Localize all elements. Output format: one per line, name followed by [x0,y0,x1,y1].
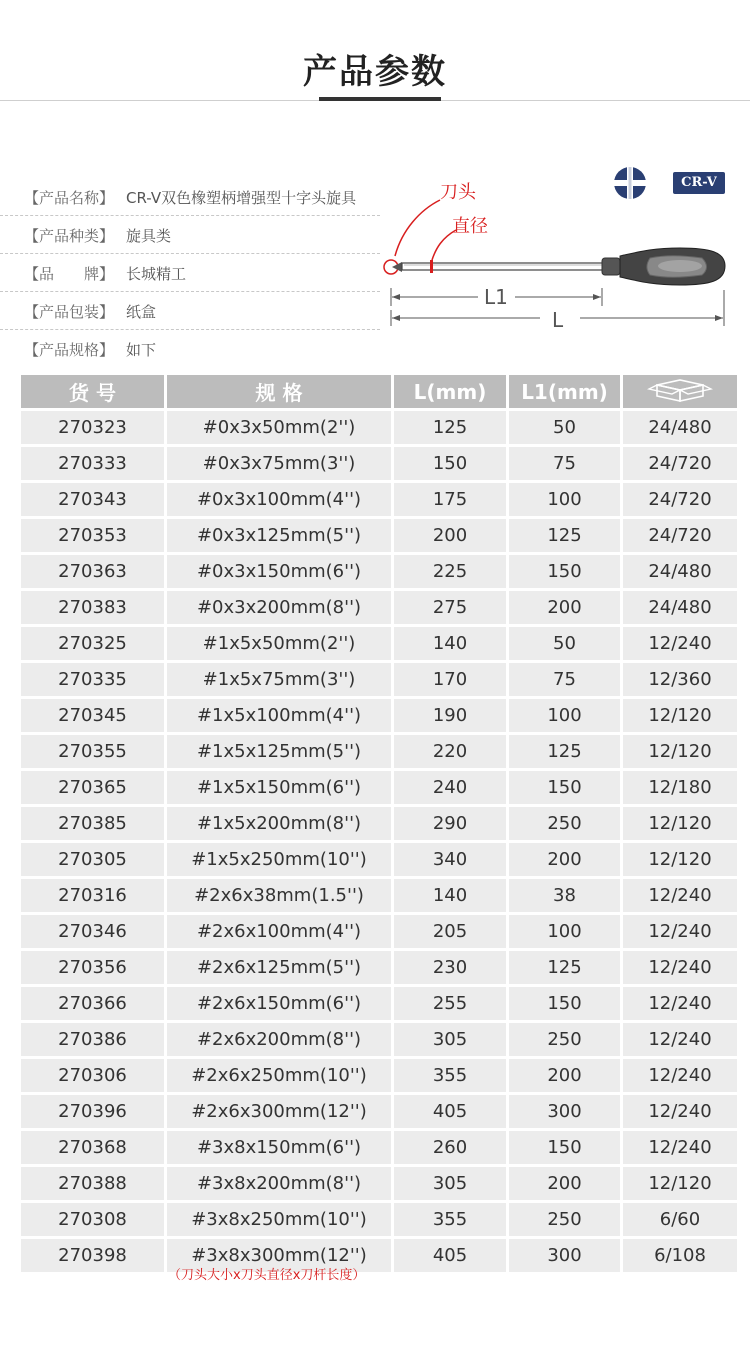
cell-l1: 250 [509,807,620,840]
cell-l1: 200 [509,1167,620,1200]
cell-spec: #1x5x200mm(8'') [167,807,391,840]
cell-spec: #2x6x300mm(12'') [167,1095,391,1128]
title-underline [319,97,441,101]
cell-spec: #0x3x150mm(6'') [167,555,391,588]
cell-spec: #2x6x250mm(10'') [167,1059,391,1092]
cell-packing: 12/120 [623,807,737,840]
cell-code: 270335 [21,663,164,696]
cell-packing: 12/180 [623,771,737,804]
cell-l1: 100 [509,915,620,948]
cell-spec: #2x6x150mm(6'') [167,987,391,1020]
cell-packing: 12/240 [623,1023,737,1056]
cell-l1: 125 [509,519,620,552]
cell-length: 290 [394,807,506,840]
table-row [21,663,737,696]
cell-packing: 12/240 [623,1095,737,1128]
table-row [21,699,737,732]
table-row [21,1023,737,1056]
cell-l1: 200 [509,843,620,876]
cell-length: 355 [394,1203,506,1236]
box-icon [647,376,713,402]
product-info-list [0,178,380,367]
table-row [21,807,737,840]
cell-packing: 12/240 [623,951,737,984]
cell-spec: #0x3x100mm(4'') [167,483,391,516]
col-header-packing [623,375,737,408]
cell-l1: 150 [509,1131,620,1164]
cell-spec: #2x6x125mm(5'') [167,951,391,984]
cell-packing: 24/480 [623,411,737,444]
table-row [21,1167,737,1200]
cell-length: 175 [394,483,506,516]
cell-spec: #2x6x200mm(8'') [167,1023,391,1056]
info-value: 纸盒 [126,303,157,321]
cell-spec: #3x8x250mm(10'') [167,1203,391,1236]
table-header-row [21,375,737,408]
cell-code: 270385 [21,807,164,840]
table-row [21,555,737,588]
cell-packing: 12/240 [623,1059,737,1092]
cell-code: 270386 [21,1023,164,1056]
tip-label: 刀头 [440,182,476,203]
cell-packing: 12/120 [623,735,737,768]
info-value: 长城精工 [126,265,187,283]
cell-code: 270366 [21,987,164,1020]
spec-format-note: （刀头大小x刀头直径x刀杆长度） [168,1268,366,1283]
col-header-l1: L1(mm) [509,375,620,408]
cell-length: 240 [394,771,506,804]
cell-l1: 150 [509,987,620,1020]
cell-code: 270388 [21,1167,164,1200]
cell-length: 260 [394,1131,506,1164]
cell-l1: 300 [509,1239,620,1272]
cell-code: 270323 [21,411,164,444]
cell-spec: #0x3x75mm(3'') [167,447,391,480]
cell-code: 270368 [21,1131,164,1164]
table-row [21,843,737,876]
cell-packing: 24/720 [623,447,737,480]
table-row [21,987,737,1020]
cell-l1: 75 [509,663,620,696]
cell-spec: #0x3x200mm(8'') [167,591,391,624]
cell-length: 305 [394,1167,506,1200]
table-row [21,879,737,912]
spec-table [18,372,740,1275]
cell-length: 225 [394,555,506,588]
cell-length: 275 [394,591,506,624]
cell-spec: #0x3x125mm(5'') [167,519,391,552]
table-row [21,1059,737,1092]
cell-packing: 6/108 [623,1239,737,1272]
cell-l1: 150 [509,555,620,588]
cell-packing: 12/120 [623,699,737,732]
cell-code: 270356 [21,951,164,984]
cell-spec: #1x5x250mm(10'') [167,843,391,876]
cell-code: 270398 [21,1239,164,1272]
info-row-spec [0,330,380,367]
table-row [21,447,737,480]
cell-length: 190 [394,699,506,732]
info-row-package [0,292,380,330]
cell-code: 270353 [21,519,164,552]
cell-code: 270306 [21,1059,164,1092]
cell-packing: 24/720 [623,483,737,516]
cell-packing: 12/240 [623,987,737,1020]
table-row [21,1095,737,1128]
table-row [21,735,737,768]
cell-code: 270355 [21,735,164,768]
cell-spec: #2x6x100mm(4'') [167,915,391,948]
cell-length: 405 [394,1239,506,1272]
info-value: 旋具类 [126,227,172,245]
crv-badge: CR-V [673,172,725,194]
screwdriver-diagram [380,160,750,340]
cell-code: 270316 [21,879,164,912]
cell-spec: #1x5x50mm(2'') [167,627,391,660]
cell-packing: 24/480 [623,555,737,588]
cell-spec: #1x5x100mm(4'') [167,699,391,732]
cell-code: 270333 [21,447,164,480]
cell-l1: 100 [509,699,620,732]
info-value: 如下 [126,341,157,359]
info-key: 【产品名称】 [24,189,115,207]
cell-code: 270363 [21,555,164,588]
table-row [21,1203,737,1236]
info-row-name [0,178,380,216]
cell-l1: 250 [509,1023,620,1056]
cell-l1: 300 [509,1095,620,1128]
table-row [21,483,737,516]
cell-length: 255 [394,987,506,1020]
cell-code: 270365 [21,771,164,804]
cell-spec: #3x8x300mm(12'') [167,1239,391,1272]
cell-packing: 12/240 [623,915,737,948]
info-key: 【产品规格】 [24,341,115,359]
cell-length: 405 [394,1095,506,1128]
col-header-l: L(mm) [394,375,506,408]
cell-l1: 50 [509,411,620,444]
screwdriver-drawing [380,160,750,340]
cell-code: 270343 [21,483,164,516]
table-row [21,591,737,624]
info-value: CR-V双色橡塑柄增强型十字头旋具 [126,189,357,207]
page-header [0,0,750,102]
page-title: 产品参数 [303,52,447,92]
cell-l1: 150 [509,771,620,804]
cell-length: 150 [394,447,506,480]
cell-l1: 50 [509,627,620,660]
cell-length: 140 [394,879,506,912]
cell-l1: 38 [509,879,620,912]
cell-spec: #1x5x75mm(3'') [167,663,391,696]
table-row [21,627,737,660]
info-row-type [0,216,380,254]
l-label: L [552,308,564,332]
cell-length: 125 [394,411,506,444]
cell-packing: 12/240 [623,627,737,660]
cell-l1: 200 [509,1059,620,1092]
cell-spec: #3x8x200mm(8'') [167,1167,391,1200]
info-key: 【品 牌】 [24,265,115,283]
cell-packing: 6/60 [623,1203,737,1236]
col-header-spec: 规 格 [167,375,391,408]
table-row [21,411,737,444]
cell-length: 220 [394,735,506,768]
cell-length: 200 [394,519,506,552]
cell-code: 270396 [21,1095,164,1128]
cell-spec: #0x3x50mm(2'') [167,411,391,444]
cell-packing: 12/240 [623,1131,737,1164]
cell-length: 205 [394,915,506,948]
table-row [21,915,737,948]
cell-spec: #3x8x150mm(6'') [167,1131,391,1164]
cell-code: 270345 [21,699,164,732]
cell-l1: 125 [509,951,620,984]
col-header-code: 货 号 [21,375,164,408]
cell-length: 140 [394,627,506,660]
table-row [21,519,737,552]
cell-l1: 200 [509,591,620,624]
cell-code: 270308 [21,1203,164,1236]
l1-label: L1 [484,285,508,309]
cell-length: 340 [394,843,506,876]
cell-l1: 75 [509,447,620,480]
info-row-brand [0,254,380,292]
table-row [21,771,737,804]
cell-spec: #1x5x150mm(6'') [167,771,391,804]
cell-packing: 12/360 [623,663,737,696]
table-row [21,1131,737,1164]
cell-spec: #2x6x38mm(1.5'') [167,879,391,912]
info-key: 【产品包装】 [24,303,115,321]
cell-l1: 125 [509,735,620,768]
cell-packing: 12/240 [623,879,737,912]
cell-code: 270346 [21,915,164,948]
table-row [21,951,737,984]
cell-packing: 12/120 [623,1167,737,1200]
cell-code: 270325 [21,627,164,660]
cell-l1: 100 [509,483,620,516]
cell-code: 270383 [21,591,164,624]
info-key: 【产品种类】 [24,227,115,245]
table-row [21,1239,737,1272]
cell-length: 170 [394,663,506,696]
cell-length: 305 [394,1023,506,1056]
cell-packing: 12/120 [623,843,737,876]
cell-code: 270305 [21,843,164,876]
cell-l1: 250 [509,1203,620,1236]
diameter-label: 直径 [452,216,488,237]
cell-packing: 24/480 [623,591,737,624]
cell-length: 230 [394,951,506,984]
cell-packing: 24/720 [623,519,737,552]
cell-spec: #1x5x125mm(5'') [167,735,391,768]
cell-length: 355 [394,1059,506,1092]
